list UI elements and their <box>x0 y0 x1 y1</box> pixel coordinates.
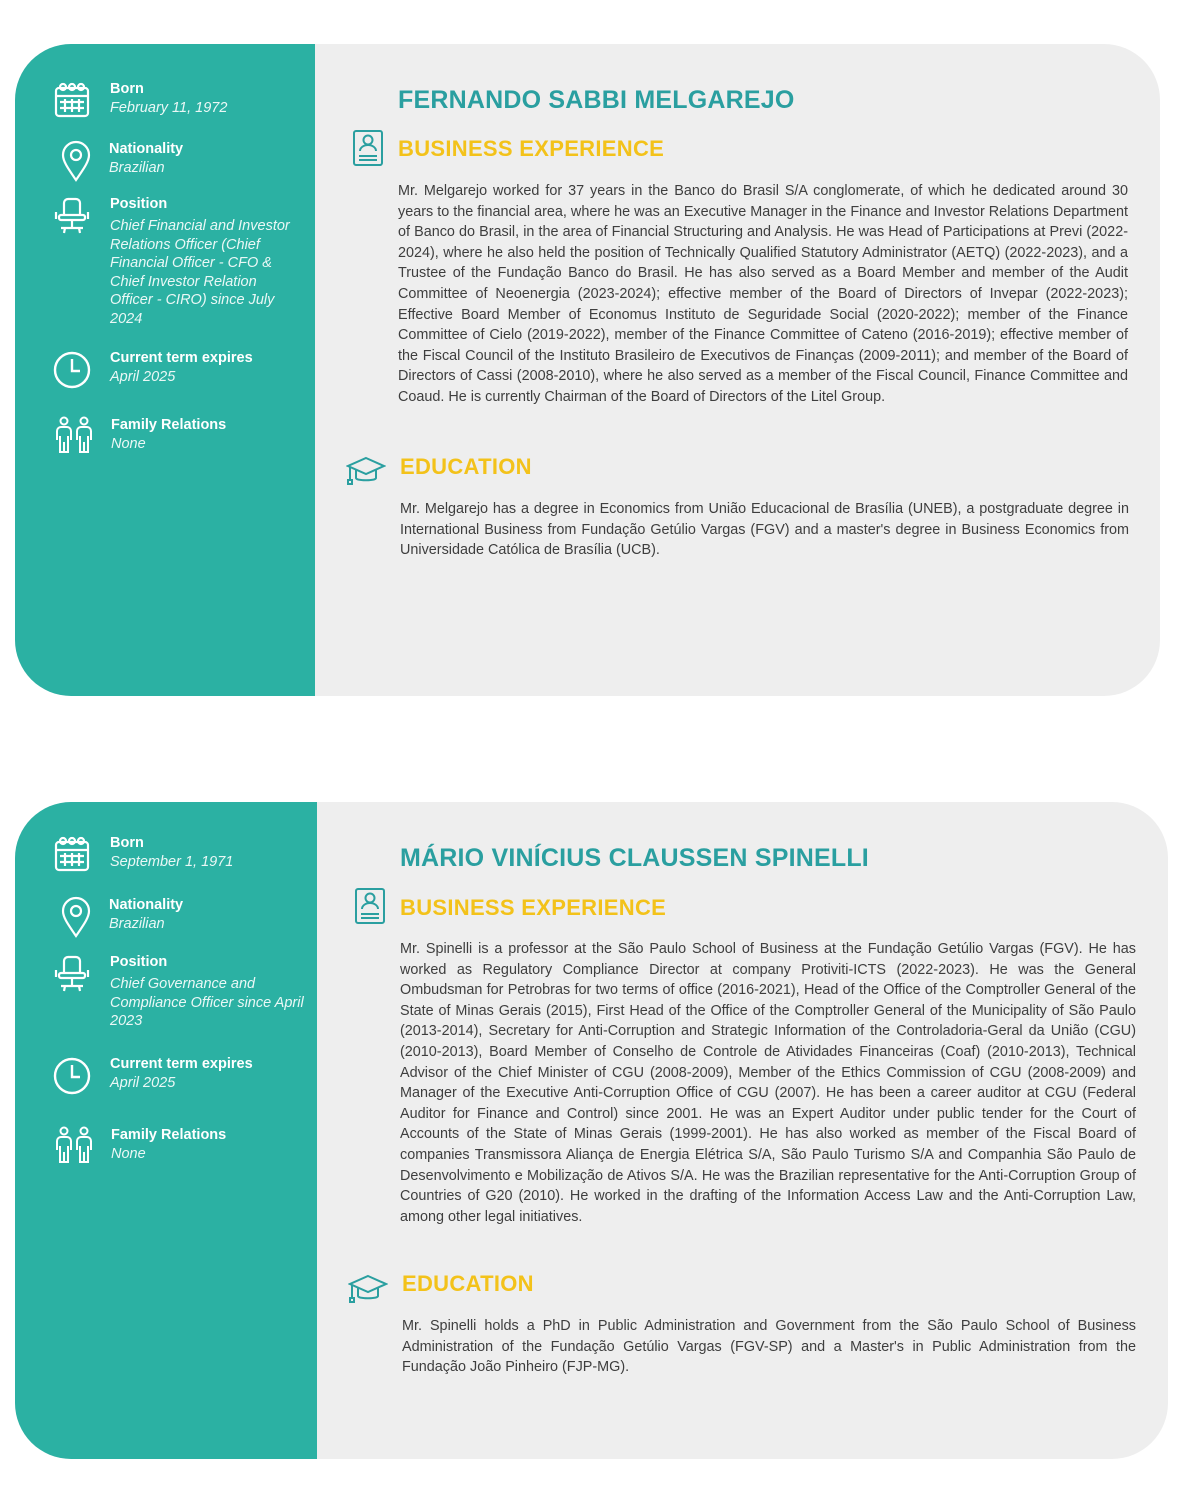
experience-text: Mr. Melgarejo worked for 37 years in the Banco do Brasil S/A conglomerate, of which he dedicated around 30 years to the financial area, where he was an Executive Manager in the Finance and Investor Relations Department of Banco do Brasil, in the area of Financial Structuring and Analysis. He was Head of Participations at Previ (2022-2024), where he also held the position of Technically Qualified Statutory Administrator (AETQ) (2022-2023), and a Trustee of the Fundação Banco do Brasil. He has also served as a Board Member and member of the Audit Committee of Neoenergia (2023-2024); effective member of the Board of Directors of Invepar (2022-2023); Effective Board Member of Economus Instituto de Seguridade Social (2020-2022); member of the Finance Committee of Cielo (2019-2022), member of the Finance Committee of Cateno (2016-2019); effective member of the Fiscal Council of the Instituto Brasileiro de Executivos de Finanças (2009-2011); and member of the Board of Directors of Cassi (2008-2010), where he also served as a member of the Fiscal Council, Finance Committee and Coaud. He is currently Chairman of the Board of Directors of the Litel Group. <box>398 183 1128 405</box>
term-label: Current term expires <box>110 350 253 366</box>
clock-icon <box>51 349 93 391</box>
profile-name: MÁRIO VINÍCIUS CLAUSSEN SPINELLI <box>400 844 869 872</box>
education-title: EDUCATION <box>400 454 532 479</box>
family-value: None <box>111 1146 146 1162</box>
term-value: April 2025 <box>110 369 176 385</box>
nationality-value: Brazilian <box>109 916 165 932</box>
family-label: Family Relations <box>111 417 227 433</box>
location-pin-icon <box>55 896 97 938</box>
position-label: Position <box>110 196 168 212</box>
family-icon <box>53 1126 95 1168</box>
office-chair-icon <box>51 953 93 995</box>
position-label: Position <box>110 954 168 970</box>
born-label: Born <box>110 835 144 851</box>
term-label: Current term expires <box>110 1056 253 1072</box>
born-label: Born <box>110 81 144 97</box>
family-value: None <box>111 436 146 452</box>
profile-name: FERNANDO SABBI MELGAREJO <box>398 86 795 114</box>
profile-sidebar <box>15 44 315 696</box>
calendar-icon <box>51 80 93 122</box>
position-value: Chief Governance and Compliance Officer since April 2023 <box>110 976 304 1029</box>
family-label: Family Relations <box>111 1127 227 1143</box>
calendar-icon <box>51 834 93 876</box>
resume-icon <box>348 128 388 168</box>
graduation-cap-icon <box>346 450 386 490</box>
education-text: Mr. Spinelli holds a PhD in Public Administration and Government from the São Paulo School of Business Administration of the Fundação Getúlio Vargas (FGV-SP) and a Master's in Public Administration from the Fundação João Pinheiro (FJP-MG). <box>402 1318 1136 1376</box>
graduation-cap-icon <box>348 1268 388 1308</box>
profile-content <box>315 44 1160 696</box>
experience-title: BUSINESS EXPERIENCE <box>398 136 665 161</box>
position-value: Chief Financial and Investor Relations Officer (Chief Financial Officer - CFO & Chief Investor Relation Officer - CIRO) since July 2024 <box>110 218 290 327</box>
education-text: Mr. Melgarejo has a degree in Economics from União Educacional de Brasília (UNEB), a postgraduate degree in International Business from Fundação Getúlio Vargas (FGV) and a master's degree in Business Economics from Universidade Católica de Brasília (UCB). <box>400 501 1129 559</box>
born-value: September 1, 1971 <box>110 854 234 870</box>
nationality-label: Nationality <box>109 141 184 157</box>
experience-text: Mr. Spinelli is a professor at the São Paulo School of Business at the Fundação Getúlio Vargas (FGV). He has worked as Regulatory Compliance Director at company Protiviti-ICTS (2022-2023). He was the General Ombudsman for Petrobras for two terms of office (2016-2021), Head of the Office of the Comptroller General of the State of Minas Gerais (2015), First Head of the Office of the Comptroller General of the Municipality of São Paulo (2013-2014), Secretary for Anti-Corruption and Strategic Information of the Controladoria-Geral da União (CGU) (2010-2013), Board Member of Conselho de Controle de Atividades Financeiras (Coaf) (2010-2013), Technical Advisor of the Chief Minister of CGU (2008-2009), Member of the Ethics Commission of CGU (2008-2009) and Manager of the Executive Anti-Corruption Office of CGU (2007). He has been a career auditor at CGU (Federal Auditor for Finance and Control) since 2001. He was an Expert Auditor under public tender for the Court of Accounts of the State of Minas Gerais (1999-2001). He has also worked as member of the Fiscal Board of companies Transmissora Aliança de Energia Elétrica S/A, São Paulo Turismo S/A and Companhia São Paulo de Desenvolvimento e Mobilização de Ativos S/A. He was the Brazilian representative for the Anti-Corruption Group of Countries of G20 (2010). He worked in the drafting of the Information Access Law and the Anti-Corruption Law, among other legal initiatives. <box>400 941 1136 1225</box>
clock-icon <box>51 1055 93 1097</box>
office-chair-icon <box>51 195 93 237</box>
nationality-value: Brazilian <box>109 160 165 176</box>
profile-sidebar <box>15 802 317 1459</box>
born-value: February 11, 1972 <box>110 100 228 116</box>
profile-card <box>15 802 1168 1459</box>
nationality-label: Nationality <box>109 897 184 913</box>
profile-card <box>15 44 1160 696</box>
profile-content <box>317 802 1168 1459</box>
term-value: April 2025 <box>110 1075 176 1091</box>
experience-title: BUSINESS EXPERIENCE <box>400 895 667 920</box>
education-title: EDUCATION <box>402 1271 534 1296</box>
family-icon <box>53 416 95 458</box>
location-pin-icon <box>55 140 97 182</box>
resume-icon <box>350 886 390 926</box>
